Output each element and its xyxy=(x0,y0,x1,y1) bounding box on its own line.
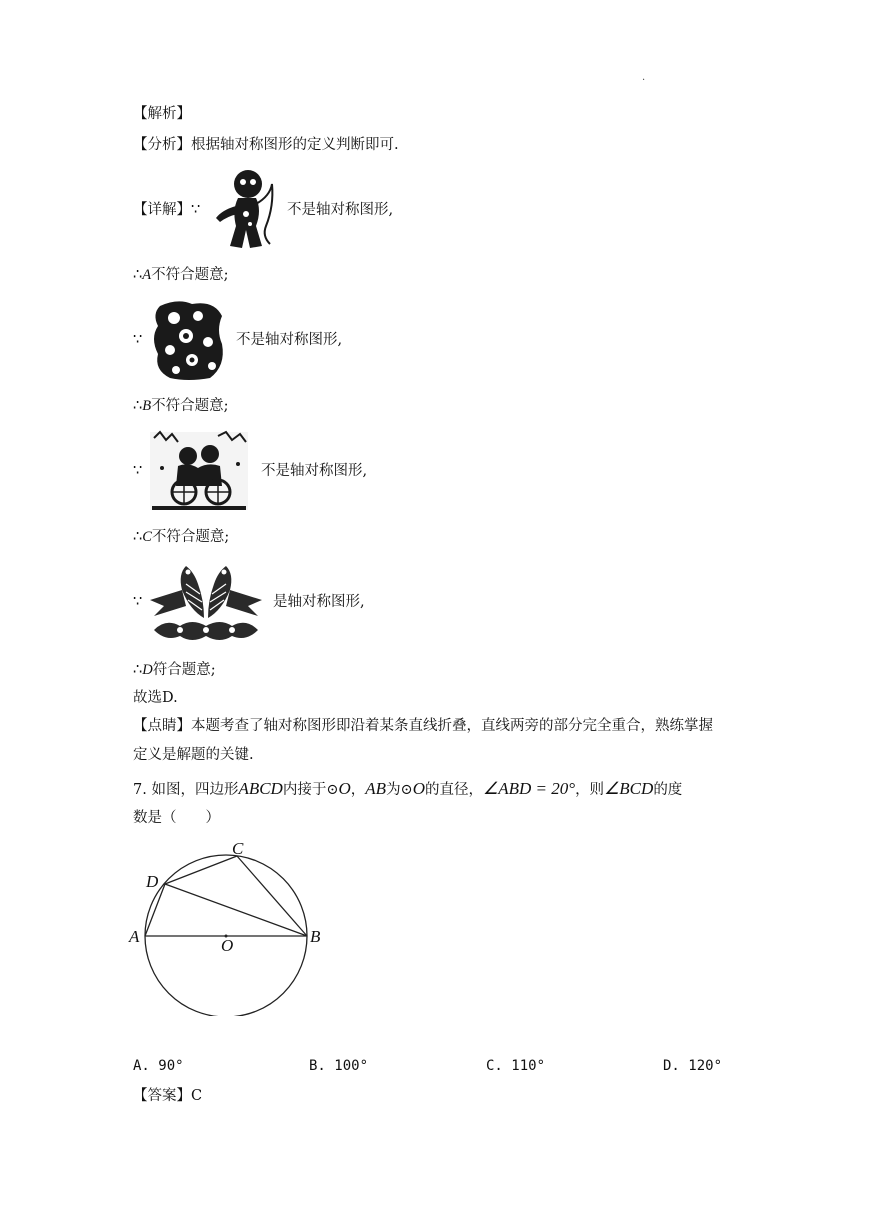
option-b-key: B. xyxy=(309,1058,326,1074)
verdict-d: 是轴对称图形, xyxy=(273,594,365,610)
option-d-key: D. xyxy=(663,1058,680,1074)
letter-d: D xyxy=(142,662,153,678)
segment-dc xyxy=(165,856,237,884)
therefore-symbol: ∴ xyxy=(133,662,143,678)
therefore-symbol: ∴ xyxy=(133,267,143,283)
monkey-papercut-image xyxy=(212,166,282,254)
q-text-7: 的度 xyxy=(653,782,683,798)
option-b[interactable] xyxy=(309,1058,368,1074)
q-text-6: ，则 xyxy=(575,782,605,798)
dianjing-line-2: 定义是解题的关键. xyxy=(133,747,254,763)
label-o: O xyxy=(221,936,234,955)
option-c[interactable] xyxy=(486,1058,545,1074)
label-c: C xyxy=(232,839,244,858)
q-math-o2: O xyxy=(412,779,425,798)
letter-a: A xyxy=(142,267,152,283)
verdict-a: 不是轴对称图形, xyxy=(287,202,394,218)
q-text-2: 内接于⊙ xyxy=(282,782,339,798)
option-c-value: 110° xyxy=(511,1058,546,1074)
letter-b: B xyxy=(142,398,152,414)
question-7-line-1 xyxy=(133,779,682,800)
question-7-line-2: 数是（ ） xyxy=(133,810,220,826)
conclusion-d xyxy=(133,660,216,680)
twin-fish-papercut-image xyxy=(146,560,266,646)
option-b-value: 100° xyxy=(334,1058,369,1074)
because-d: ∵ xyxy=(133,594,143,610)
therefore-symbol: ∴ xyxy=(133,529,143,545)
q-math-angle-bcd: ∠BCD xyxy=(604,779,654,798)
circle-quadrilateral-figure xyxy=(126,836,326,1016)
dianjing-line-1 xyxy=(133,716,713,736)
q-math-angle-abd: ∠ABD = 20° xyxy=(483,779,576,798)
q-text-1: 如图，四边形 xyxy=(151,782,239,798)
option-c-key: C. xyxy=(486,1058,503,1074)
jiexi-label: 【解析】 xyxy=(133,106,191,122)
q-math-ab: AB xyxy=(365,779,387,798)
label-b: B xyxy=(310,927,321,946)
option-d-value: 120° xyxy=(688,1058,723,1074)
verdict-b: 不是轴对称图形, xyxy=(236,332,343,348)
verdict-c: 不是轴对称图形, xyxy=(261,463,368,479)
segment-db xyxy=(165,884,307,936)
q-text-4: 为⊙ xyxy=(386,782,413,798)
fenxi-label: 【分析】 xyxy=(133,137,191,153)
floral-papercut-image xyxy=(148,296,228,384)
choice-line: 故选D. xyxy=(133,690,178,706)
jiexi-heading xyxy=(133,104,191,124)
option-d[interactable] xyxy=(663,1058,722,1074)
fenxi-line xyxy=(133,135,399,155)
label-a: A xyxy=(129,927,140,946)
conclusion-a-text: 不符合题意; xyxy=(151,267,229,283)
conclusion-c-text: 不符合题意; xyxy=(151,529,230,545)
fenxi-text: 根据轴对称图形的定义判断即可. xyxy=(191,137,399,153)
label-d: D xyxy=(146,872,159,891)
because-b: ∵ xyxy=(133,332,143,348)
letter-c: C xyxy=(142,529,152,545)
xiangjie-label: 【详解】 xyxy=(133,202,191,218)
because-c: ∵ xyxy=(133,463,143,479)
answer-label: 【答案】 xyxy=(133,1088,191,1104)
therefore-symbol: ∴ xyxy=(133,398,143,414)
q-text-5: 的直径， xyxy=(425,782,483,798)
conclusion-b-text: 不符合题意; xyxy=(151,398,229,414)
q-math-o1: O xyxy=(338,779,351,798)
xiangjie-line xyxy=(133,200,200,220)
question-number: 7. xyxy=(133,782,147,798)
answer-line xyxy=(133,1086,202,1106)
q-text-3: ， xyxy=(350,782,366,798)
conclusion-c xyxy=(133,527,229,547)
answer-value: C xyxy=(191,1088,203,1104)
header-mark: . xyxy=(642,72,646,83)
conclusion-b xyxy=(133,396,228,416)
option-a-value: 90° xyxy=(158,1058,184,1074)
option-a-key: A. xyxy=(133,1058,150,1074)
conclusion-a xyxy=(133,265,228,285)
option-a[interactable] xyxy=(133,1058,184,1074)
conclusion-d-text: 符合题意; xyxy=(152,662,216,678)
dianjing-label: 【点睛】 xyxy=(133,718,191,734)
riders-papercut-image xyxy=(148,428,250,514)
q-math-abcd: ABCD xyxy=(238,779,283,798)
dianjing-text-1: 本题考查了轴对称图形即沿着某条直线折叠，直线两旁的部分完全重合，熟练掌握 xyxy=(191,718,713,734)
because-symbol: ∵ xyxy=(191,202,201,218)
segment-ad xyxy=(145,884,165,936)
